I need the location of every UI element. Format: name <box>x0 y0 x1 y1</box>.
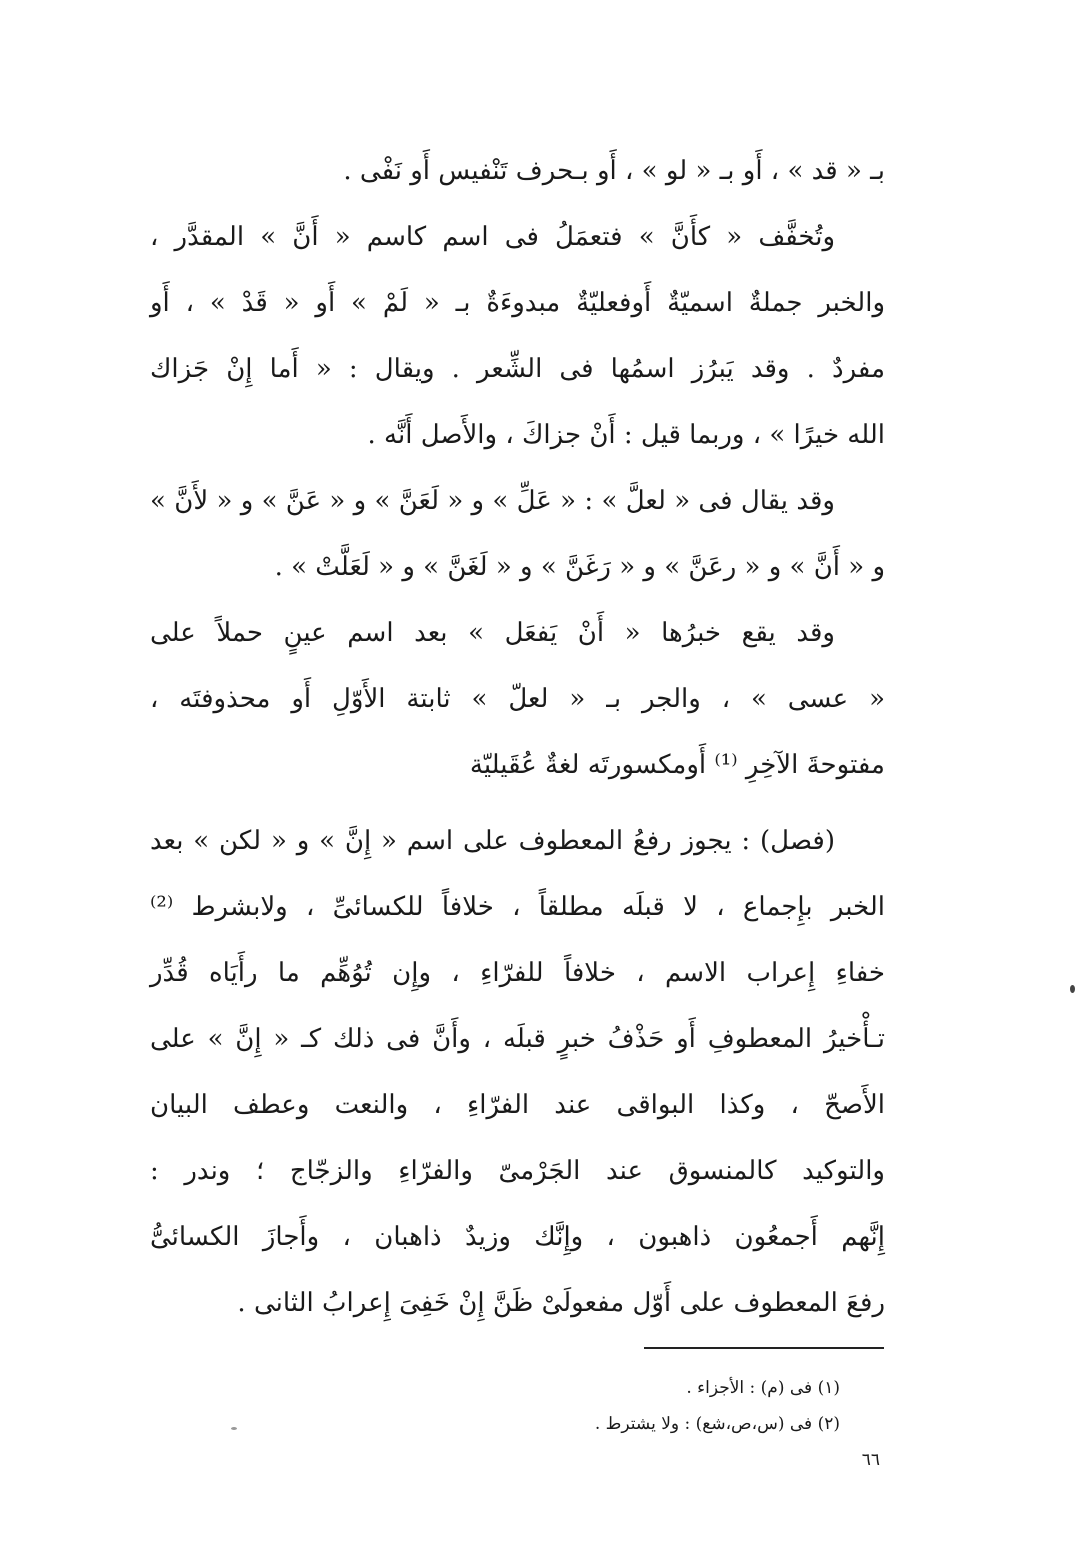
text-line: إِنَّهم أَجمعُون ذاهبون ، وإِنَّك وزيدٌ ذاهبان ، وأَجازَ الكسائىُّ <box>150 1222 885 1252</box>
text-line: الله خيرًا » ، وربما قيل : أَنْ جزاكَ ، والأَصل أَنَّه . <box>367 420 885 450</box>
text-line: رفعَ المعطوف على أَوّل مفعولَىْ ظَنَّ إِنْ خَفِىَ إِعرابُ الثانى . <box>237 1288 885 1318</box>
text-line: الأَصحّ ، وكذا البواقى عند الفرّاءِ ، والنعت وعطف البيان <box>150 1090 885 1120</box>
footnotes <box>400 1370 840 1442</box>
page-number: ٦٦ <box>861 1450 880 1470</box>
footnote-divider <box>644 1347 884 1349</box>
text-line: مفردٌ . وقد يَبرُز اسمُها فى الشِّعر . ويقال : « أَما إِنْ جَزاك <box>150 354 885 384</box>
scan-speck <box>1070 985 1075 993</box>
text-line: خفاءِ إِعراب الاسم ، خلافاً للفرّاءِ ، وإِن تُوُهِّم ما رأَيَاه قُدِّر <box>150 958 885 988</box>
text-line: تـأْخيرُ المعطوفِ أَو حَذْفُ خبرٍ قبلَه ، وأَنَّ فى ذلك كـ « إِنَّ » على <box>150 1024 885 1054</box>
footnote: (١) فى (م) : الأجزاء . <box>686 1378 840 1398</box>
footnote: (٢) فى (س،ص،شع) : ولا يشترط . <box>594 1414 840 1434</box>
text-line: « عسى » ، والجر بـ « لعلّ » ثابتة الأَوّلِ أَو محذوفتَه ، <box>150 684 885 714</box>
text-line: وقد يقع خبرُها « أَنْ يَفعَل » بعد اسم عينٍ حملاً على <box>150 618 835 648</box>
text-line: والتوكيد كالمنسوق عند الجَرْمىّ والفرّاءِ والزجّاج ؛ وندر : <box>150 1156 885 1186</box>
text-line: و « أَنَّ » و « رعَنَّ » و « رَغَنَّ » و « لَغَنَّ » و « لَعَلَّتْ » . <box>274 552 885 582</box>
text-line: مفتوحةَ الآخِرِ ⁽¹⁾ أَومكسورتَه لغةٌ عُقَيليّة <box>469 750 885 780</box>
text-line: بـ « قد » ، أَو بـ « لو » ، أَو بـحرف تَنْفيس أَو نَفْى . <box>343 156 885 186</box>
text-line: والخبر جملةٌ اسميّةٌ أَوفعليّةٌ مبدوءَةٌ بـ « لَمْ » أَو « قَدْ » ، أَو <box>150 288 885 318</box>
text-line: وقد يقال فى « لعلَّ » : « عَلِّ » و « لَعَنَّ » و « عَنَّ » و « لأَنَّ » <box>150 486 835 516</box>
text-line: الخبر بإِجماع ، لا قبلَه مطلقاً ، خلافاً للكسائىِّ ، ولابشرط ⁽²⁾ <box>150 892 885 922</box>
main-text <box>150 138 885 1336</box>
text-line: (فصل) : يجوز رفعُ المعطوف على اسم « إِنَّ » و « لكن » بعد <box>150 826 835 856</box>
paragraph-gap <box>150 798 885 808</box>
scan-speck <box>231 1427 237 1430</box>
text-line: وتُخفَّف « كأَنَّ » فتعمَلُ فى اسم كاسم « أَنَّ » المقدَّر ، <box>150 222 835 252</box>
